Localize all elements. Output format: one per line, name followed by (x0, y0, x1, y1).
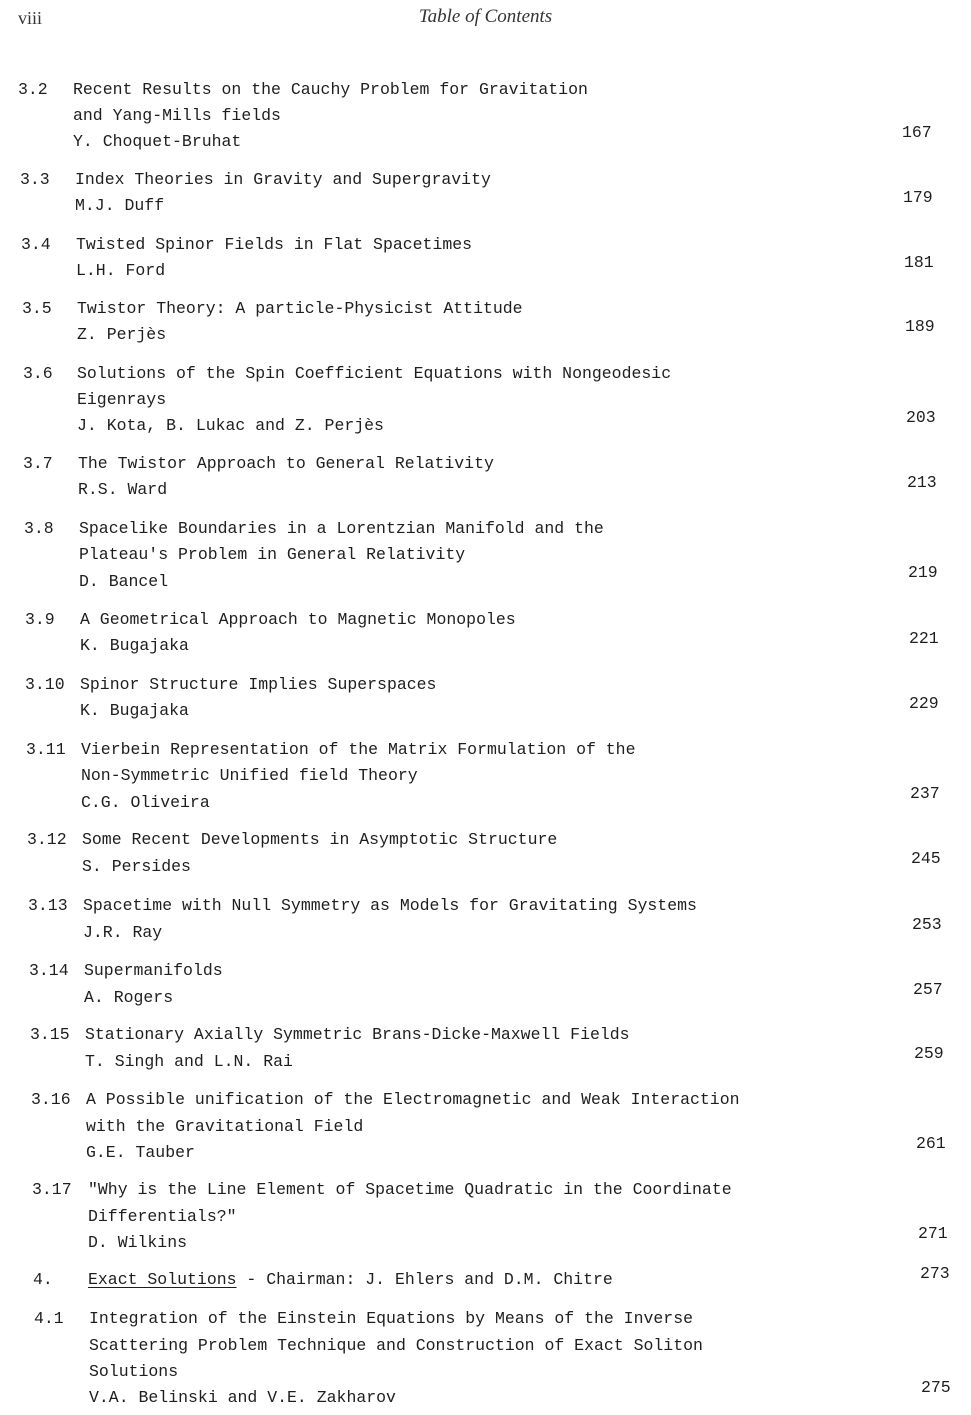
toc-entry-3-14 (0, 958, 971, 1007)
entry-title: with the Gravitational Field (86, 1117, 364, 1136)
entry-number: 3.11 (26, 740, 66, 759)
entry-author: D. Wilkins (88, 1233, 188, 1252)
toc-entry-3-11 (0, 737, 971, 812)
toc-entry-3-3 (0, 167, 971, 215)
toc-entry-3-13 (0, 893, 971, 942)
section-number: 4. (33, 1270, 53, 1289)
entry-title: Vierbein Representation of the Matrix Formulation of the (81, 740, 636, 759)
entry-title: Supermanifolds (84, 961, 223, 980)
entry-page: 273 (920, 1264, 950, 1283)
toc-entry-3-4 (0, 232, 971, 280)
entry-author: R.S. Ward (78, 480, 168, 499)
running-head: Table of Contents (418, 6, 553, 27)
entry-author: Y. Choquet-Bruhat (73, 132, 242, 151)
entry-author: S. Persides (82, 857, 191, 876)
entry-title: "Why is the Line Element of Spacetime Quadratic in the Coordinate (88, 1180, 732, 1199)
entry-author: C.G. Oliveira (81, 793, 210, 812)
entry-title: Twisted Spinor Fields in Flat Spacetimes (76, 235, 473, 254)
entry-title: Differentials?" (88, 1207, 237, 1226)
entry-number: 3.10 (25, 675, 65, 694)
entry-author: G.E. Tauber (86, 1143, 195, 1162)
entry-author: J. Kota, B. Lukac and Z. Perjès (77, 416, 384, 435)
entry-page: 245 (911, 849, 941, 868)
toc-entry-3-15 (0, 1022, 971, 1071)
toc-entry-3-16 (0, 1087, 971, 1162)
section-title-underlined: Exact Solutions (88, 1270, 237, 1289)
entry-author: D. Bancel (79, 572, 169, 591)
entry-page: 271 (918, 1224, 948, 1243)
entry-title: Integration of the Einstein Equations by Means of the Inverse (89, 1309, 693, 1328)
entry-page: 275 (921, 1378, 951, 1397)
toc-entry-3-6 (0, 361, 971, 435)
entry-title: Eigenrays (77, 390, 167, 409)
toc-entry-3-2 (0, 77, 971, 151)
entry-author: J.R. Ray (83, 923, 163, 942)
toc-entry-3-7 (0, 451, 971, 499)
entry-page: 179 (903, 188, 933, 207)
entry-number: 3.7 (23, 454, 53, 473)
entry-title: Solutions (89, 1362, 179, 1381)
entry-number: 3.2 (18, 80, 48, 99)
toc-entry-3-9 (0, 607, 971, 655)
entry-title: Stationary Axially Symmetric Brans-Dicke-Maxwell Fields (85, 1025, 630, 1044)
entry-page: 189 (905, 317, 935, 336)
entry-title: Spacetime with Null Symmetry as Models for Gravitating Systems (83, 896, 697, 915)
entry-number: 3.3 (20, 170, 50, 189)
toc-section-4 (0, 1264, 971, 1289)
entry-title: and Yang-Mills fields (73, 106, 281, 125)
section-title (88, 1267, 613, 1293)
entry-title: Non-Symmetric Unified field Theory (81, 766, 418, 785)
entry-number: 3.17 (32, 1180, 72, 1199)
entry-number: 3.5 (22, 299, 52, 318)
entry-title: Recent Results on the Cauchy Problem for Gravitation (73, 80, 588, 99)
entry-title: Index Theories in Gravity and Supergravity (75, 170, 491, 189)
entry-page: 261 (916, 1134, 946, 1153)
entry-page: 253 (912, 915, 942, 934)
entry-number: 3.9 (25, 610, 55, 629)
entry-page: 221 (909, 629, 939, 648)
toc-entry-4-1 (0, 1306, 971, 1407)
toc-entry-3-8 (0, 516, 971, 591)
entry-number: 3.16 (31, 1090, 71, 1109)
entry-page: 259 (914, 1044, 944, 1063)
entry-title: Plateau's Problem in General Relativity (79, 545, 466, 564)
entry-author: V.A. Belinski and V.E. Zakharov (89, 1388, 396, 1407)
entry-page: 237 (910, 784, 940, 803)
entry-page: 229 (909, 694, 939, 713)
entry-page: 167 (902, 123, 932, 142)
entry-page: 257 (913, 980, 943, 999)
entry-number: 3.15 (30, 1025, 70, 1044)
toc-entry-3-17 (0, 1177, 971, 1252)
entry-number: 4.1 (34, 1309, 64, 1328)
page-number: viii (18, 8, 43, 28)
entry-author: Z. Perjès (77, 325, 167, 344)
toc-entry-3-5 (0, 296, 971, 344)
section-chairman: - Chairman: J. Ehlers and D.M. Chitre (236, 1270, 613, 1289)
entry-title: Some Recent Developments in Asymptotic Structure (82, 830, 558, 849)
entry-author: K. Bugajaka (80, 636, 189, 655)
entry-number: 3.12 (27, 830, 67, 849)
entry-title: A Geometrical Approach to Magnetic Monopoles (80, 610, 516, 629)
entry-page: 181 (904, 253, 934, 272)
entry-page: 203 (906, 408, 936, 427)
entry-author: M.J. Duff (75, 196, 165, 215)
entry-number: 3.6 (23, 364, 53, 383)
entry-number: 3.8 (24, 519, 54, 538)
toc-entry-3-10 (0, 672, 971, 720)
entry-number: 3.13 (28, 896, 68, 915)
toc-entry-3-12 (0, 827, 971, 876)
entry-author: A. Rogers (84, 988, 174, 1007)
entry-title: Scattering Problem Technique and Construction of Exact Soliton (89, 1336, 703, 1355)
entry-author: T. Singh and L.N. Rai (85, 1052, 293, 1071)
entry-page: 219 (908, 563, 938, 582)
entry-page: 213 (907, 473, 937, 492)
entry-author: L.H. Ford (76, 261, 166, 280)
entry-number: 3.4 (21, 235, 51, 254)
entry-title: Spinor Structure Implies Superspaces (80, 675, 437, 694)
entry-number: 3.14 (29, 961, 69, 980)
entry-title: Solutions of the Spin Coefficient Equations with Nongeodesic (77, 364, 672, 383)
entry-author: K. Bugajaka (80, 701, 189, 720)
entry-title: A Possible unification of the Electromagnetic and Weak Interaction (86, 1090, 740, 1109)
entry-title: Spacelike Boundaries in a Lorentzian Manifold and the (79, 519, 604, 538)
entry-title: Twistor Theory: A particle-Physicist Attitude (77, 299, 523, 318)
entry-title: The Twistor Approach to General Relativity (78, 454, 494, 473)
